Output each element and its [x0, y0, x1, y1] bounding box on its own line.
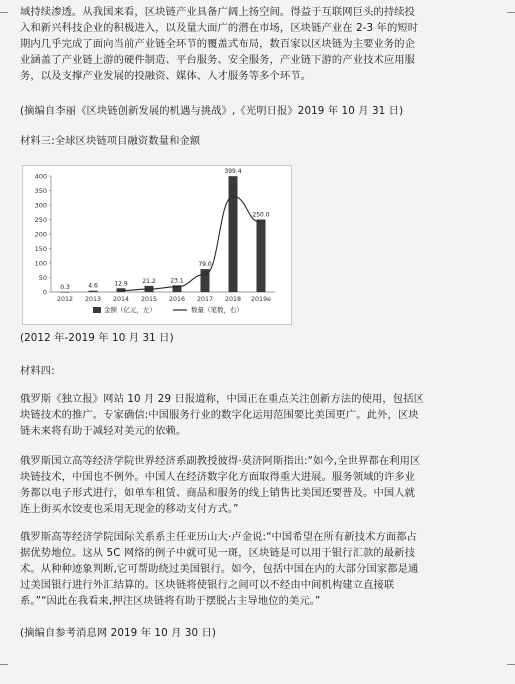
x-tick-label: 2013: [84, 296, 102, 303]
x-tick-label: 2012: [56, 296, 74, 303]
data-label: 4.6: [88, 282, 98, 290]
text-line: 据优势地位。这从 5C 网络的例子中就可见一斑，区块链是可以用于银行汇款的最新技: [20, 547, 415, 559]
text-line: 块链技术的推广。专家确信:中国服务行业的数字化运用范围要比美国更广。此外，区块: [20, 409, 419, 421]
y-tick-label: 300: [34, 201, 47, 210]
legend-label: 金额（亿元，左）: [104, 306, 156, 314]
text-line: 连上街买水饺麦也采用无现金的移动支付方式。”: [20, 503, 239, 515]
x-tick-label: 2016: [168, 296, 186, 303]
text-line: 务都以电子形式进行，如单车租赁、商品和服务的线上销售比美国还要普及。中国人就: [20, 487, 416, 499]
data-label: 250.0: [252, 211, 270, 219]
data-label: 399.4: [224, 168, 242, 176]
legend-label: 数量（笔数，右）: [191, 306, 243, 314]
source-citation-1: (摘编自李丽《区块链创新发展的机遇与挑战》,《光明日报》2019 年 10 月 31 日): [20, 105, 404, 117]
bar: [61, 292, 70, 293]
text-line: 业涵盖了产业链上游的硬件制造、平台服务、安全服务，产业链下游的产业技术应用服: [20, 54, 416, 66]
corner-mark: [507, 12, 515, 13]
data-label: 12.9: [114, 280, 128, 288]
y-tick-label: 200: [34, 230, 47, 239]
paragraph-4: [20, 529, 498, 609]
legend-swatch-bar: [93, 307, 101, 313]
paragraph-3: [20, 453, 498, 517]
text-line: 俄罗斯国立高等经济学院世界经济系副教授彼得·莫济阿斯指出:“如今,全世界都在利用区: [20, 455, 421, 467]
text-line: 入和新兴科技企业的积极进入，以及量大面广的潜在市场，区块链产业在 2-3 年的短时: [20, 22, 419, 34]
text-line: 系。”“因此在我看来,押注区块链将有助于摆脱占主导地位的美元。”: [20, 595, 321, 607]
chart-svg: [23, 166, 291, 324]
y-tick-label: 100: [34, 259, 47, 268]
y-tick-label: 350: [34, 187, 47, 195]
y-tick-label: 400: [34, 172, 47, 181]
y-tick-label: 50: [38, 274, 47, 282]
text-line: 俄罗斯《独立报》网站 10 月 29 日报道称，中国正在重点关注创新方法的使用，包括区: [20, 393, 424, 405]
data-label: 23.1: [170, 277, 184, 285]
material-3-title: 材料三:全球区块链项目融资数量和金额: [20, 135, 201, 147]
bar: [229, 176, 238, 292]
corner-mark: [0, 664, 8, 665]
x-tick-label: 2018: [224, 296, 242, 303]
y-tick-label: 250: [34, 216, 47, 224]
data-label: 21.2: [142, 277, 156, 285]
paragraph-2: [20, 391, 498, 439]
data-label: 79.0: [198, 261, 212, 269]
x-tick-label: 2017: [196, 296, 214, 303]
x-tick-label: 2019e: [251, 296, 271, 303]
corner-mark: [507, 664, 515, 665]
text-line: 域持续渗透。从我国来看，区块链产业具备广阔上扬空间。得益于互联网巨头的持续投: [20, 6, 416, 18]
funding-chart: [22, 165, 292, 325]
x-tick-label: 2015: [140, 296, 158, 303]
text-line: 俄罗斯高等经济学院国际关系系主任亚历山大·卢金说:“中国希望在所有新技术方面都占: [20, 531, 418, 543]
source-citation-3: (摘编自参考消息网 2019 年 10 月 30 日): [20, 627, 217, 639]
text-line: 期内几乎完成了面向当前产业链全环节的覆盖式布局，数百家以区块链为主要业务的企: [20, 38, 416, 50]
series-line: [121, 196, 261, 290]
x-tick-label: 2014: [112, 296, 130, 303]
text-line: 块链技术，中国也不例外。中国人在经济数字化方面取得重大进展。服务领域的许多业: [20, 471, 416, 483]
bar: [257, 220, 266, 293]
y-tick-label: 150: [34, 245, 47, 253]
source-citation-2: (2012 年-2019 年 10 月 31 日): [20, 332, 174, 344]
bar: [89, 291, 98, 292]
text-line: 过美国银行进行外汇结算的。区块链将使银行之间可以不经由中间机构建立直接联: [20, 579, 395, 591]
data-label: 0.3: [60, 283, 70, 291]
text-line: 术。从种种迹象判断,它可帮助绕过美国银行。如今，包括中国在内的大部分国家都是通: [20, 563, 419, 575]
corner-mark: [0, 12, 8, 13]
text-line: 链未来将有助于减轻对美元的依赖。: [20, 425, 187, 437]
paragraph-1: [20, 4, 498, 84]
y-tick-label: 0: [42, 288, 47, 297]
text-line: 务，以及支撑产业发展的投融资、媒体、人才服务等多个环节。: [20, 70, 312, 82]
material-4-title: 材料四:: [20, 365, 55, 377]
